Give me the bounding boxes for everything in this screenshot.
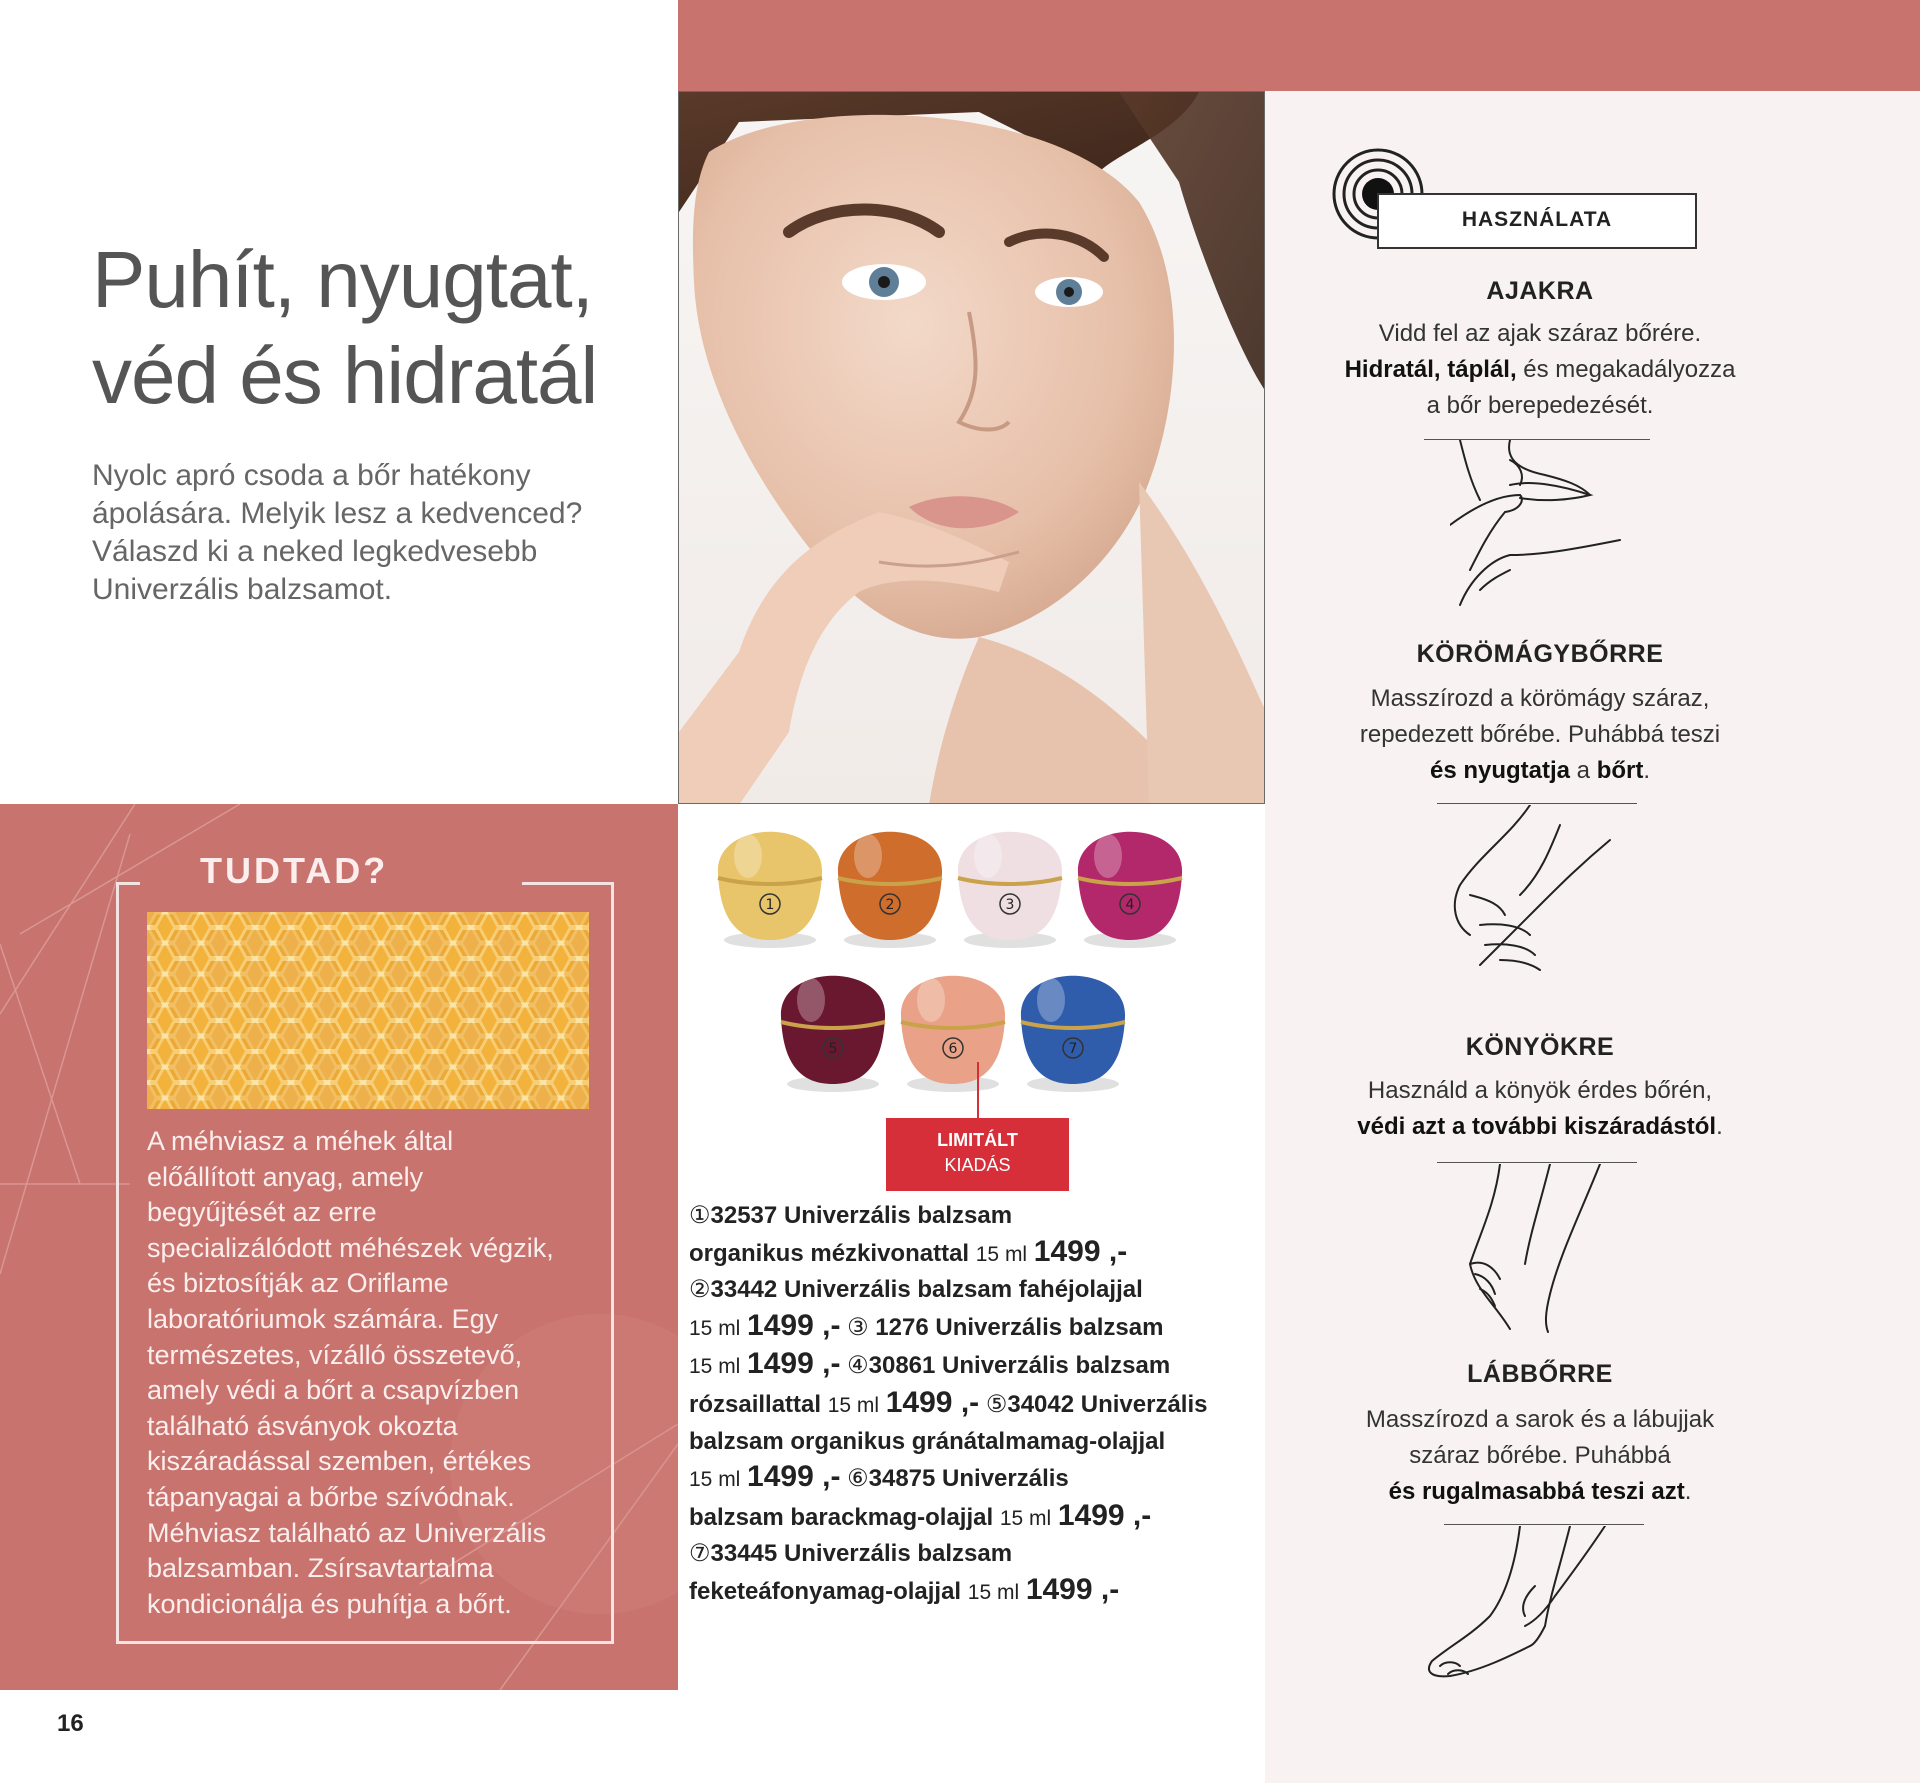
top-color-band <box>678 0 1920 91</box>
cuticle-application-icon <box>1440 805 1620 980</box>
balm-jar-6 <box>901 976 1005 1092</box>
elbow-separator <box>1437 1162 1637 1163</box>
text-line: specializálódott méhészek végzik, <box>147 1232 554 1263</box>
lips-line: Hidratál, táplál, és megakadályozza <box>1344 356 1736 383</box>
cuticle-title: KÖRÖMÁGYBŐRRE <box>1416 640 1664 668</box>
balm-jar-5 <box>781 976 885 1092</box>
text-line: előállított anyag, amely <box>147 1161 424 1192</box>
did-you-know-text <box>147 1124 602 1622</box>
balm-jar-3 <box>958 832 1062 948</box>
lips-text <box>1310 316 1770 424</box>
intro-line: Univerzális balzsamot. <box>92 573 393 606</box>
cuticle-separator <box>1437 803 1637 804</box>
feet-separator <box>1444 1524 1644 1525</box>
limited-edition-badge <box>886 1118 1069 1191</box>
lips-application-icon <box>1450 440 1630 610</box>
jar-number-label: 6 <box>948 1041 958 1057</box>
headline-line-1: Puhít, nyugtat, <box>92 235 593 324</box>
limited-line-2: KIADÁS <box>944 1155 1011 1175</box>
elbow-application-icon <box>1440 1164 1620 1334</box>
headline-line-2: véd és hidratál <box>92 331 598 420</box>
intro-line: Nyolc apró csoda a bőr hatékony <box>92 459 531 492</box>
cuticle-text <box>1310 681 1770 789</box>
balm-jar-7 <box>1021 976 1125 1092</box>
text-line: Méhviasz található az Univerzális <box>147 1517 547 1548</box>
product-line: ②33442 Univerzális balzsam fahéjolajjal <box>689 1276 1143 1304</box>
frame-top-right <box>522 882 614 885</box>
balm-jar-4 <box>1078 832 1182 948</box>
product-line: 15 ml 1499 ,- ③ 1276 Univerzális balzsam <box>689 1308 1164 1342</box>
model-portrait-photo <box>678 91 1265 804</box>
page-headline <box>92 232 652 424</box>
feet-line: Masszírozd a sarok és a lábujjak <box>1365 1406 1715 1433</box>
page-number: 16 <box>57 1710 84 1737</box>
honeycomb-pattern <box>147 912 589 1109</box>
product-line: 15 ml 1499 ,- ⑥34875 Univerzális <box>689 1460 1069 1494</box>
text-line: balzsamban. Zsírsavtartalma <box>147 1553 494 1584</box>
product-line: rózsaillattal 15 ml 1499 ,- ⑤34042 Univerzális <box>689 1385 1208 1419</box>
text-line: A méhviasz a méhek által <box>147 1126 454 1156</box>
cuticle-line: repedezett bőrébe. Puhábbá teszi <box>1359 721 1721 748</box>
intro-line: ápolására. Melyik lesz a kedvenced? <box>92 497 583 530</box>
usage-label: HASZNÁLATA <box>1461 208 1613 231</box>
jar-number-label: 5 <box>828 1041 838 1057</box>
product-line: feketeáfonyamag-olajjal 15 ml 1499 ,- <box>689 1572 1120 1606</box>
jar-number-label: 1 <box>765 897 775 913</box>
jar-number-label: 7 <box>1068 1041 1078 1057</box>
product-line: organikus mézkivonattal 15 ml 1499 ,- <box>689 1234 1128 1268</box>
jar-number-label: 4 <box>1125 897 1135 913</box>
honeycomb-image <box>147 912 589 1109</box>
frame-top-left <box>116 882 140 885</box>
product-line: ①32537 Univerzális balzsam <box>689 1202 1013 1229</box>
product-line: balzsam organikus gránátalmamag-olajjal <box>689 1427 1166 1455</box>
intro-line: Válaszd ki a neked legkedvesebb <box>92 535 538 568</box>
text-line: kondicionálja és puhítja a bőrt. <box>147 1588 512 1619</box>
lips-title: AJAKRA <box>1486 277 1594 305</box>
jar-number-label: 2 <box>885 897 895 913</box>
text-line: laboratóriumok számára. Egy <box>147 1303 499 1334</box>
text-line: begyűjtését az erre <box>147 1197 377 1228</box>
product-list <box>689 1198 1269 1611</box>
text-line: amely védi a bőrt a csapvízben <box>147 1375 520 1406</box>
text-line: kiszáradással szemben, értékes <box>147 1446 532 1477</box>
text-line: tápanyagai a bőrbe szívódnak. <box>147 1481 515 1512</box>
intro-text <box>92 457 662 609</box>
text-line: található ásványok okozta <box>147 1410 458 1441</box>
product-line: ⑦33445 Univerzális balzsam <box>689 1540 1013 1568</box>
product-line: 15 ml 1499 ,- ④30861 Univerzális balzsam <box>689 1347 1171 1381</box>
lips-line: a bőr berepedezését. <box>1426 392 1654 419</box>
text-line: és biztosítják az Oriflame <box>147 1268 449 1299</box>
balm-jar-1 <box>718 832 822 948</box>
elbow-line: védi azt a további kiszáradástól. <box>1357 1113 1723 1140</box>
elbow-text <box>1310 1073 1770 1145</box>
elbow-title: KÖNYÖKRE <box>1465 1033 1615 1061</box>
did-you-know-title: TUDTAD? <box>200 850 389 891</box>
feet-text <box>1310 1402 1770 1510</box>
jar-number-label: 3 <box>1005 897 1015 913</box>
elbow-line: Használd a könyök érdes bőrén, <box>1367 1077 1713 1104</box>
limited-edition-pointer <box>977 1062 979 1118</box>
feet-line: száraz bőrébe. Puhábbá <box>1409 1442 1671 1469</box>
face-illustration <box>679 92 1265 804</box>
text-line: természetes, vízálló összetevő, <box>147 1339 523 1370</box>
cuticle-line: és nyugtatja a bőrt. <box>1429 757 1651 784</box>
balm-jar-2 <box>838 832 942 948</box>
cuticle-line: Masszírozd a körömágy száraz, <box>1370 685 1710 712</box>
feet-title: LÁBBŐRRE <box>1467 1360 1613 1388</box>
lips-line: Vidd fel az ajak száraz bőrére. <box>1378 320 1702 347</box>
jars-illustration <box>700 810 1260 1140</box>
product-jars <box>700 810 1260 1140</box>
feet-line: és rugalmasabbá teszi azt. <box>1388 1478 1692 1505</box>
feet-application-icon <box>1420 1526 1620 1686</box>
limited-line-1: LIMITÁLT <box>937 1130 1018 1150</box>
product-line: balzsam barackmag-olajjal 15 ml 1499 ,- <box>689 1498 1152 1532</box>
